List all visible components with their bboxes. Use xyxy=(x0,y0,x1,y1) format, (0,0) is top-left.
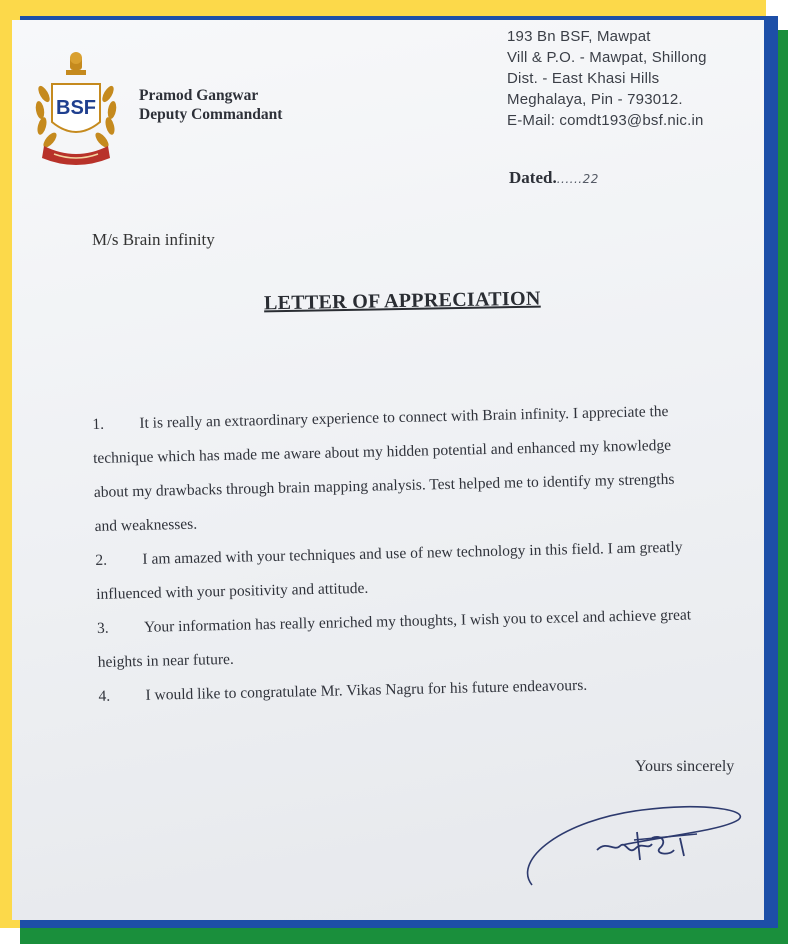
recipient: M/s Brain infinity xyxy=(92,230,215,249)
letter-heading: LETTER OF APPRECIATION xyxy=(263,287,541,315)
paragraph-line: It is really an extraordinary experience to connect with Brain infinity. I appreciate the xyxy=(139,402,669,432)
paragraph-line: technique which has made me aware about my hidden potential and enhanced my knowledge xyxy=(92,436,672,467)
address-line: Meghalaya, Pin - 793012. xyxy=(507,91,683,108)
dated-label: Dated. xyxy=(509,168,557,187)
email-line: E-Mail: comdt193@bsf.nic.in xyxy=(507,112,704,129)
sender-block xyxy=(139,86,282,124)
paragraph-line: and weaknesses. xyxy=(94,515,198,535)
sender-designation: Deputy Commandant xyxy=(139,106,283,123)
date-value: ......22 xyxy=(556,172,599,186)
paragraph-number: 1. xyxy=(92,415,105,433)
letter-body xyxy=(92,393,759,714)
paragraph-line: Your information has really enriched my thoughts, I wish you to excel and achieve great xyxy=(143,606,692,636)
paragraph-line: influenced with your positivity and attitude. xyxy=(96,579,369,603)
address-line: Vill & P.O. - Mawpat, Shillong xyxy=(507,49,707,66)
bsf-emblem-icon xyxy=(30,50,122,168)
logo-text: BSF xyxy=(56,97,96,119)
address-line: 193 Bn BSF, Mawpat xyxy=(507,28,651,45)
paragraph-number: 2. xyxy=(95,551,108,569)
paragraph-line: about my drawbacks through brain mapping analysis. Test helped me to identify my strengths xyxy=(93,470,675,501)
paragraph-number: 4. xyxy=(98,687,111,705)
address-line: Dist. - East Khasi Hills xyxy=(507,70,660,87)
letter-page xyxy=(12,20,764,920)
sender-name: Pramod Gangwar xyxy=(139,87,259,104)
closing: Yours sincerely xyxy=(635,758,735,775)
paragraph-line: I am amazed with your techniques and use of new technology in this field. I am greatly xyxy=(142,538,683,568)
paragraph-number: 3. xyxy=(96,619,109,637)
paragraph xyxy=(92,393,755,544)
address-block xyxy=(507,26,707,131)
paragraph-line: I would like to congratulate Mr. Vikas Nagru for his future endeavours. xyxy=(145,676,588,704)
paragraph-line: heights in near future. xyxy=(97,650,234,671)
date-line xyxy=(509,168,599,188)
handwritten-signature-icon xyxy=(502,790,752,900)
